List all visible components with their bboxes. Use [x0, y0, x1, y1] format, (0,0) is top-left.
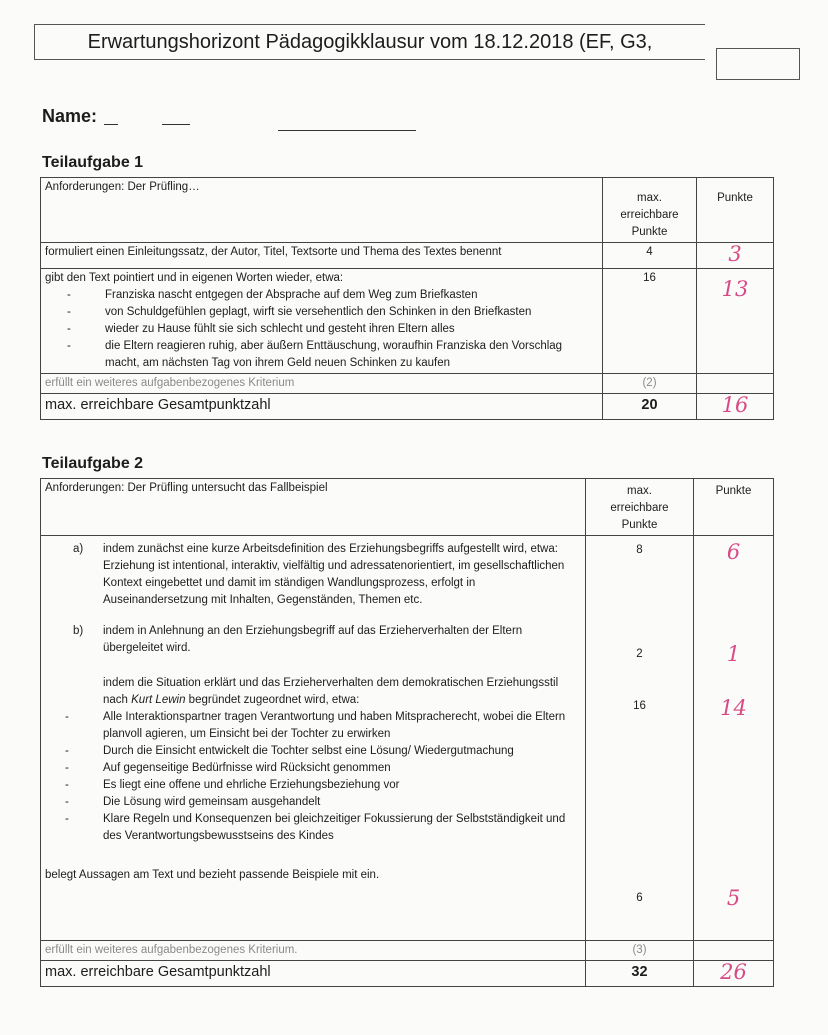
list-item: - Alle Interaktionspartner tragen Verantwortung und haben Mitspracherecht, wobei die Eltern planvoll agieren, um Einsicht bei der Tochter zu erwirken [103, 709, 581, 743]
awarded-points-column[interactable] [694, 536, 774, 941]
total-awarded[interactable] [694, 961, 774, 987]
handwritten-score: 14 [720, 696, 747, 720]
extra-criterion: erfüllt ein weiteres aufgabenbezogenes Kriterium. [41, 941, 586, 961]
part2-table [40, 478, 774, 987]
extra-max-points: (3) [586, 941, 694, 961]
list-item: - Franziska nascht entgegen der Absprache auf dem Weg zum Briefkasten [105, 287, 598, 304]
list-item: - die Eltern reagieren ruhig, aber äußern Enttäuschung, woraufhin Franziska den Vorschlag macht, am nächsten Tag von ihrem Geld neuen Schinken zu kaufen [105, 338, 598, 372]
handwritten-score: 3 [728, 242, 742, 266]
total-max: 20 [603, 394, 697, 420]
total-max: 32 [586, 961, 694, 987]
max-points-header: max. erreichbare Punkte [586, 479, 694, 536]
part1-table [40, 177, 774, 420]
awarded-points-cell[interactable] [697, 269, 774, 374]
max-points-header: max. erreichbare Punkte [603, 178, 697, 243]
handwritten-score: 1 [726, 642, 741, 666]
total-label: max. erreichbare Gesamtpunktzahl [41, 961, 586, 987]
list-item: - Klare Regeln und Konsequenzen bei gleichzeitiger Fokussierung der Selbstständigkeit und des Verantwortungsbewusstseins des Kindes [103, 811, 581, 845]
requirements-header: Anforderungen: Der Prüfling untersucht das Fallbeispiel [41, 479, 586, 536]
list-item: - Die Lösung wird gemeinsam ausgehandelt [103, 794, 581, 811]
bullet-list [45, 287, 598, 372]
handwritten-score: 13 [721, 277, 749, 301]
points-header: Punkte [697, 178, 774, 243]
handwritten-score: 5 [726, 886, 741, 910]
item-letter: a) [73, 543, 84, 555]
document-title: Erwartungshorizont Pädagogikklausur vom 18.12.2018 (EF, G3, [34, 24, 705, 60]
list-item: - Es liegt eine offene und ehrliche Erziehungsbeziehung vor [103, 777, 581, 794]
list-item: - Auf gegenseitige Bedürfnisse wird Rücksicht genommen [103, 760, 581, 777]
requirement-row: formuliert einen Einleitungssatz, der Autor, Titel, Textsorte und Thema des Textes benennt [41, 243, 603, 269]
handwritten-score: 6 [726, 540, 741, 564]
handwritten-score: 26 [720, 960, 747, 984]
requirement-row: belegt Aussagen am Text und bezieht passende Beispiele mit ein. [45, 869, 380, 881]
max-points-cell: 16 [603, 269, 697, 374]
extra-criterion: erfüllt ein weiteres aufgabenbezogenes Kriterium [41, 374, 603, 394]
extra-max-points: (2) [603, 374, 697, 394]
name-line[interactable] [104, 124, 118, 125]
total-awarded[interactable] [697, 394, 774, 420]
awarded-points-cell[interactable] [697, 243, 774, 269]
bullet-list [45, 709, 581, 845]
part2-title: Teilaufgabe 2 [42, 455, 144, 472]
name-line[interactable] [278, 130, 416, 131]
handwritten-score: 16 [721, 393, 749, 417]
max-points-cell: 4 [603, 243, 697, 269]
name-line[interactable] [162, 124, 190, 125]
name-label: Name: [42, 106, 98, 126]
requirement-block: a) indem zunächst eine kurze Arbeitsdefinition des Erziehungsbegriffs aufgestellt wird, etwa: Erziehung ist intentional, interaktiv, vielfältig und adressatenorientiert, im gesellschaftlichen Kontext eingebettet und damit im ständigen Wandlungsprozess, erfolgt in Auseinandersetzung mit Inhalten, Gegenständen, Themen etc. b) indem in Anlehnung an den Erziehungsbegriff auf das Erzieherverhalten der Eltern übergeleitet wird. indem die Situation erklärt und das Erzieherverhalten dem demokratischen Erziehungsstil nach Kurt Lewin begründet zugeordnet wird, etwa: - Alle Interaktionspartner tragen Verantwortung und haben Mitspracherecht, wobei die Eltern planvoll agieren, um Einsicht bei der Tochter zu erwirken - Durch die Einsicht entwickelt die Tochter selbst eine Lösung/ Wiedergutmachung - Auf gegenseitige Bedürfnisse wird Rücksicht genommen - Es liegt eine offene und ehrliche Erziehungsbeziehung vor - Die Lösung wird gemeinsam ausgehandelt - Klare Regeln und Konsequenzen bei gleichzeitiger Fokussierung der Selbstständigkeit und des Verantwortungsbewusstseins des Kindes belegt Aussagen am Text und bezieht passende Beispiele mit ein. [41, 536, 586, 941]
part1-title: Teilaufgabe 1 [42, 154, 144, 171]
list-item: - von Schuldgefühlen geplagt, wirft sie versehentlich den Schinken in den Briefkasten [105, 304, 598, 321]
item-letter: b) [73, 625, 84, 637]
title-side-box [716, 48, 800, 80]
total-label: max. erreichbare Gesamtpunktzahl [41, 394, 603, 420]
max-points-column: 8 2 16 6 [586, 536, 694, 941]
points-header: Punkte [694, 479, 774, 536]
requirements-header: Anforderungen: Der Prüfling… [41, 178, 603, 243]
list-item: - wieder zu Hause fühlt sie sich schlecht und gesteht ihren Eltern alles [105, 321, 598, 338]
list-item: - Durch die Einsicht entwickelt die Tochter selbst eine Lösung/ Wiedergutmachung [103, 743, 581, 760]
requirement-row: gibt den Text pointiert und in eigenen Worten wieder, etwa: - Franziska nascht entgegen der Absprache auf dem Weg zum Briefkasten - von Schuldgefühlen geplagt, wirft sie versehentlich den Schinken in den Briefkasten - wieder zu Hause fühlt sie sich schlecht und gesteht ihren Eltern alles - die Eltern reagieren ruhig, aber äußern Enttäuschung, woraufhin Franziska den Vorschlag macht, am nächsten Tag von ihrem Geld neuen Schinken zu kaufen [41, 269, 603, 374]
